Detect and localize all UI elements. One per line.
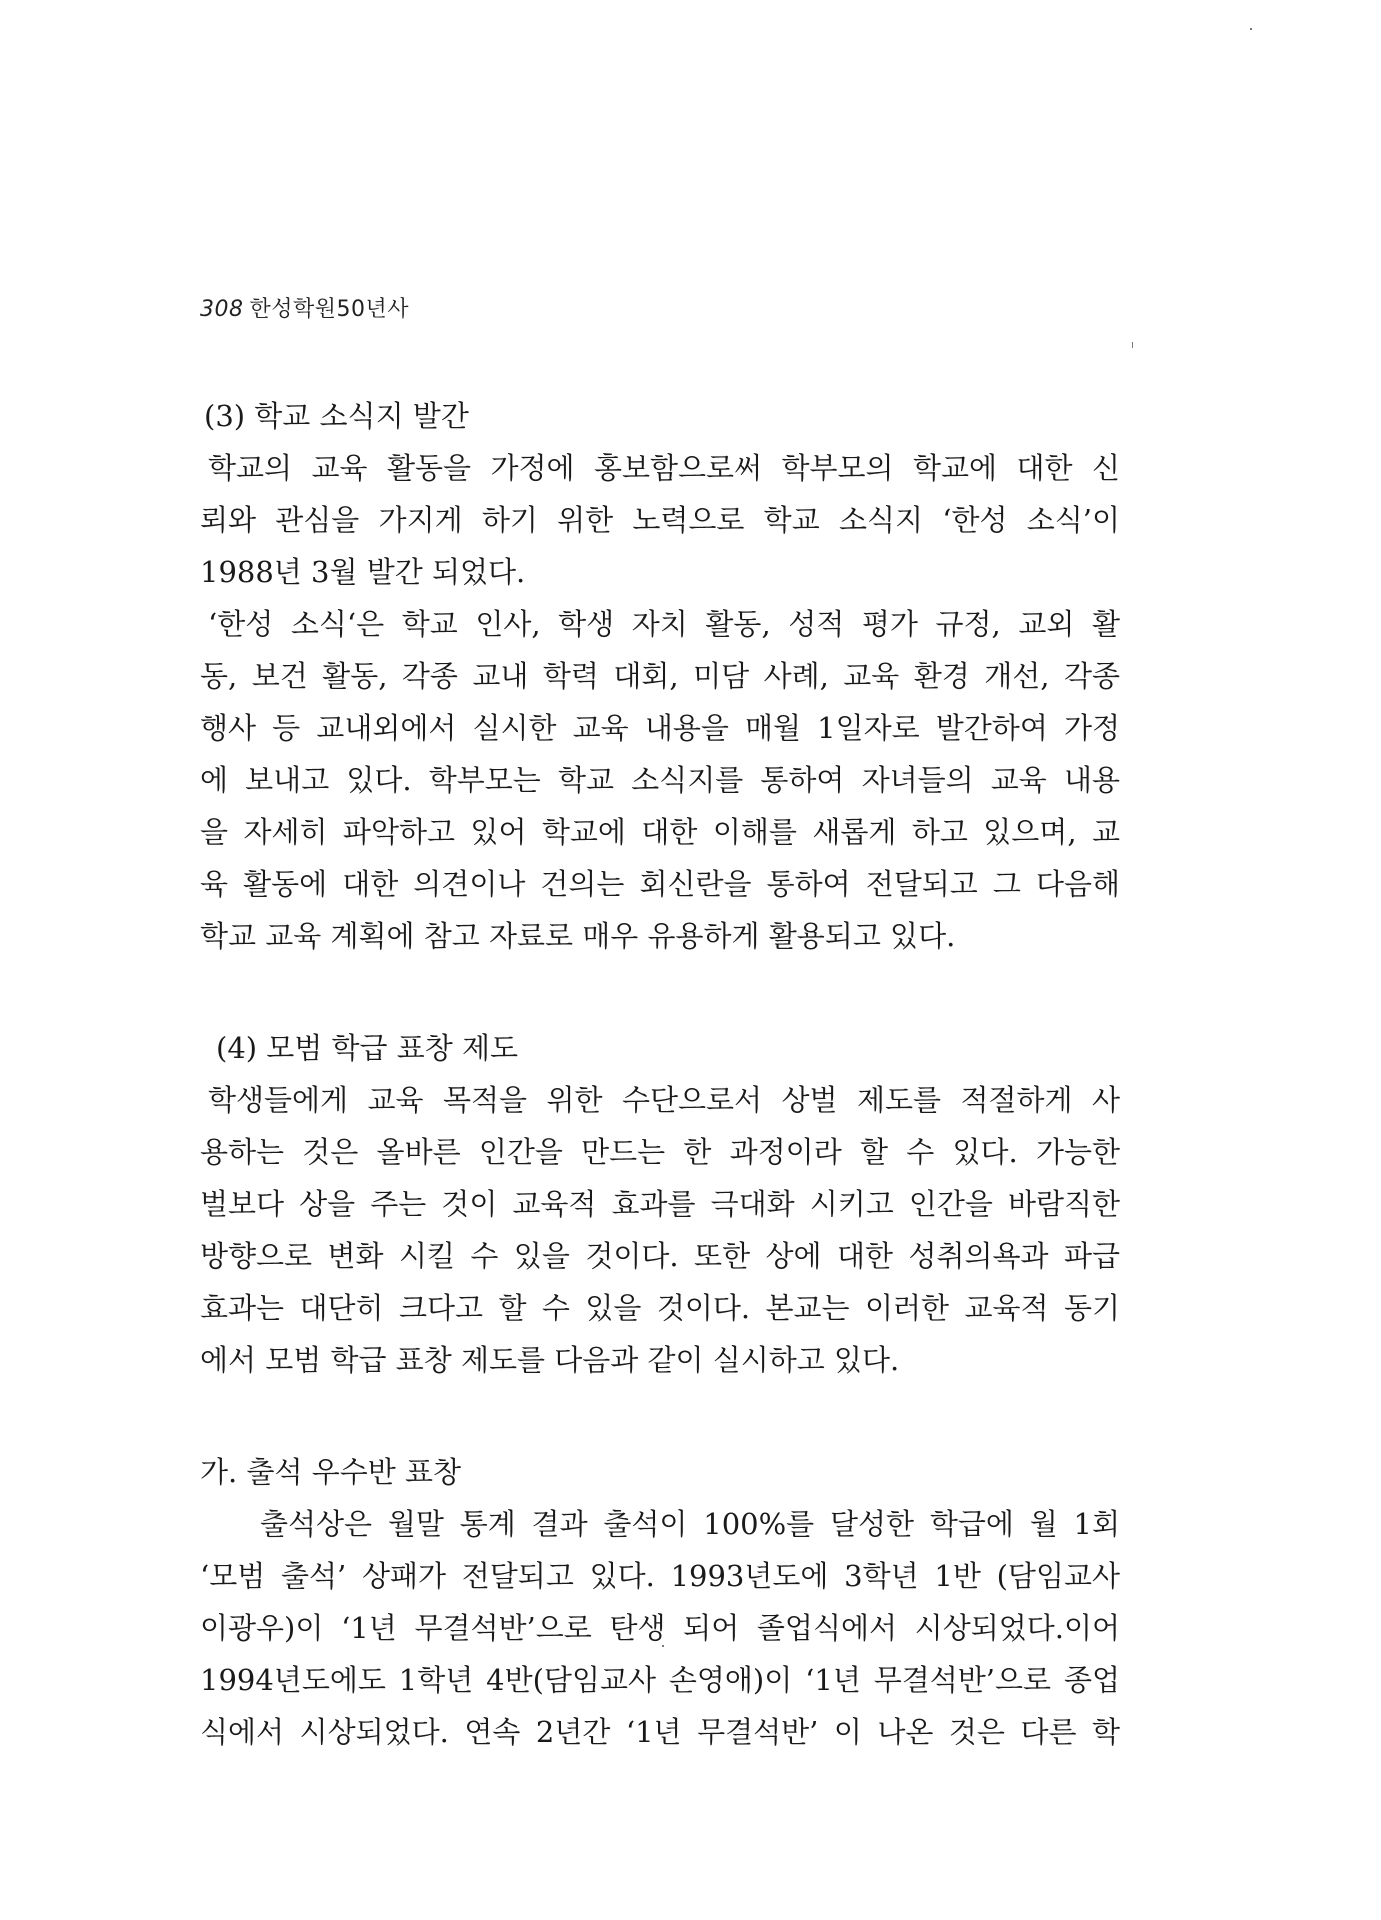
paragraph-line: 1988년 3월 발간 되었다. <box>200 555 526 589</box>
paragraph-line: 에 보내고 있다. 학부모는 학교 소식지를 통하여 자녀들의 교육 내용 <box>200 763 1120 797</box>
book-title: 한성학원50년사 <box>249 297 410 322</box>
paragraph-line: 행사 등 교내외에서 실시한 교육 내용을 매월 1일자로 발간하여 가정 <box>200 711 1120 745</box>
scan-speck <box>1250 28 1252 30</box>
paragraph-line: 을 자세히 파악하고 있어 학교에 대한 이해를 새롭게 하고 있으며, 교 <box>200 815 1120 849</box>
paragraph-line: 뢰와 관심을 가지게 하기 위한 노력으로 학교 소식지 ‘한성 소식’이 <box>200 503 1120 537</box>
scan-speck <box>1132 342 1133 348</box>
paragraph-line: 학교의 교육 활동을 가정에 홍보함으로써 학부모의 학교에 대한 신 <box>208 451 1120 485</box>
paragraph-line: ‘한성 소식‘은 학교 인사, 학생 자치 활동, 성적 평가 규정, 교외 활 <box>208 607 1120 641</box>
paragraph-line: 학교 교육 계획에 참고 자료로 매우 유용하게 활용되고 있다. <box>200 919 956 953</box>
paragraph-line: 출석상은 월말 통계 결과 출석이 100%를 달성한 학급에 월 1회 <box>260 1507 1120 1541</box>
paragraph-line: 효과는 대단히 크다고 할 수 있을 것이다. 본교는 이러한 교육적 동기 <box>200 1291 1120 1325</box>
paragraph-line: 에서 모범 학급 표창 제도를 다음과 같이 실시하고 있다. <box>200 1343 900 1377</box>
body-text <box>200 390 1120 1758</box>
paragraph-line: 이광우)이 ‘1년 무결석반’으로 탄생 되어 졸업식에서 시상되었다.이어 <box>200 1611 1120 1645</box>
paragraph-line: 벌보다 상을 주는 것이 교육적 효과를 극대화 시키고 인간을 바람직한 <box>200 1187 1120 1221</box>
paragraph-line: 동, 보건 활동, 각종 교내 학력 대회, 미담 사례, 교육 환경 개선, 각종 <box>200 659 1120 693</box>
paragraph-line: 용하는 것은 올바른 인간을 만드는 한 과정이라 할 수 있다. 가능한 <box>200 1135 1120 1169</box>
page-number: 308 <box>200 297 244 322</box>
paragraph-line: ‘모범 출석’ 상패가 전달되고 있다. 1993년도에 3학년 1반 (담임교사 <box>200 1559 1120 1593</box>
section-heading-4: (4) 모범 학급 표창 제도 <box>216 1031 519 1065</box>
paragraph-line: 육 활동에 대한 의견이나 건의는 회신란을 통하여 전달되고 그 다음해 <box>200 867 1120 901</box>
scan-speck <box>662 1645 664 1647</box>
paragraph-line: 학생들에게 교육 목적을 위한 수단으로서 상벌 제도를 적절하게 사 <box>208 1083 1120 1117</box>
running-header <box>200 292 409 323</box>
subsection-heading-ga: 가. 출석 우수반 표창 <box>200 1455 461 1489</box>
section-heading-3: (3) 학교 소식지 발간 <box>204 399 469 433</box>
paragraph-line: 방향으로 변화 시킬 수 있을 것이다. 또한 상에 대한 성취의욕과 파급 <box>200 1239 1120 1273</box>
paragraph-line: 식에서 시상되었다. 연속 2년간 ‘1년 무결석반’ 이 나온 것은 다른 학 <box>200 1715 1120 1749</box>
paragraph-line: 1994년도에도 1학년 4반(담임교사 손영애)이 ‘1년 무결석반’으로 종업 <box>200 1663 1120 1697</box>
